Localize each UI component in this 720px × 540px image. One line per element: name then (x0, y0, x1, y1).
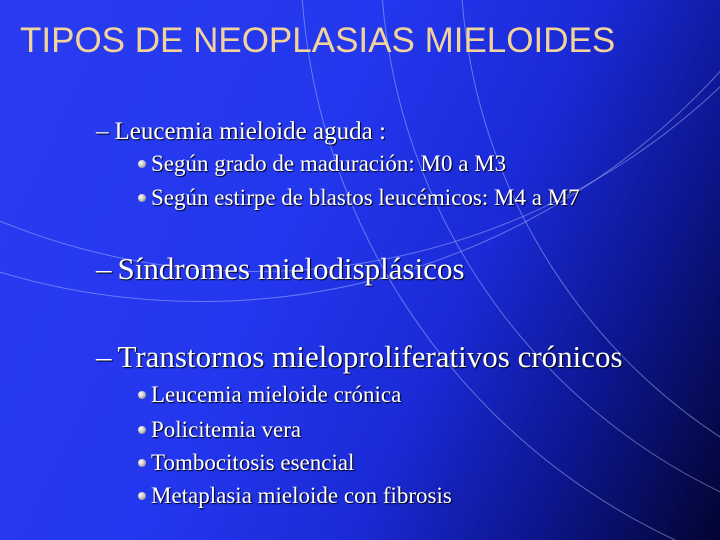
section-heading (96, 118, 386, 146)
bullet-icon (138, 426, 146, 434)
list-item (138, 185, 580, 211)
bullet-icon (138, 492, 146, 500)
list-item (138, 450, 354, 476)
bullet-icon (138, 160, 146, 168)
bullet-icon (138, 391, 146, 399)
bullet-icon (138, 459, 146, 467)
section-heading-text: Transtornos mieloproliferativos crónicos (117, 339, 623, 374)
section-heading-text: Síndromes mielodisplásicos (117, 251, 465, 286)
list-item (138, 417, 301, 443)
section-heading (96, 339, 623, 375)
list-item-text: Tombocitosis esencial (151, 450, 355, 475)
list-item (138, 151, 506, 177)
dash-marker: – (96, 251, 112, 286)
list-item-text: Metaplasia mieloide con fibrosis (151, 483, 452, 508)
list-item-text: Según estirpe de blastos leucémicos: M4 a M7 (151, 185, 580, 210)
slide-title: TIPOS DE NEOPLASIAS MIELOIDES (20, 21, 616, 60)
dash-marker: – (96, 118, 109, 145)
dash-marker: – (96, 339, 112, 374)
background-arc (460, 0, 720, 532)
section-heading-text: Leucemia mieloide aguda : (114, 118, 386, 145)
list-item-text: Leucemia mieloide crónica (151, 382, 402, 407)
list-item-text: Policitemia vera (151, 417, 302, 442)
list-item-text: Según grado de maduración: M0 a M3 (151, 151, 507, 176)
bullet-icon (138, 194, 146, 202)
list-item (138, 382, 401, 408)
section-heading (96, 251, 465, 287)
list-item (138, 483, 452, 509)
